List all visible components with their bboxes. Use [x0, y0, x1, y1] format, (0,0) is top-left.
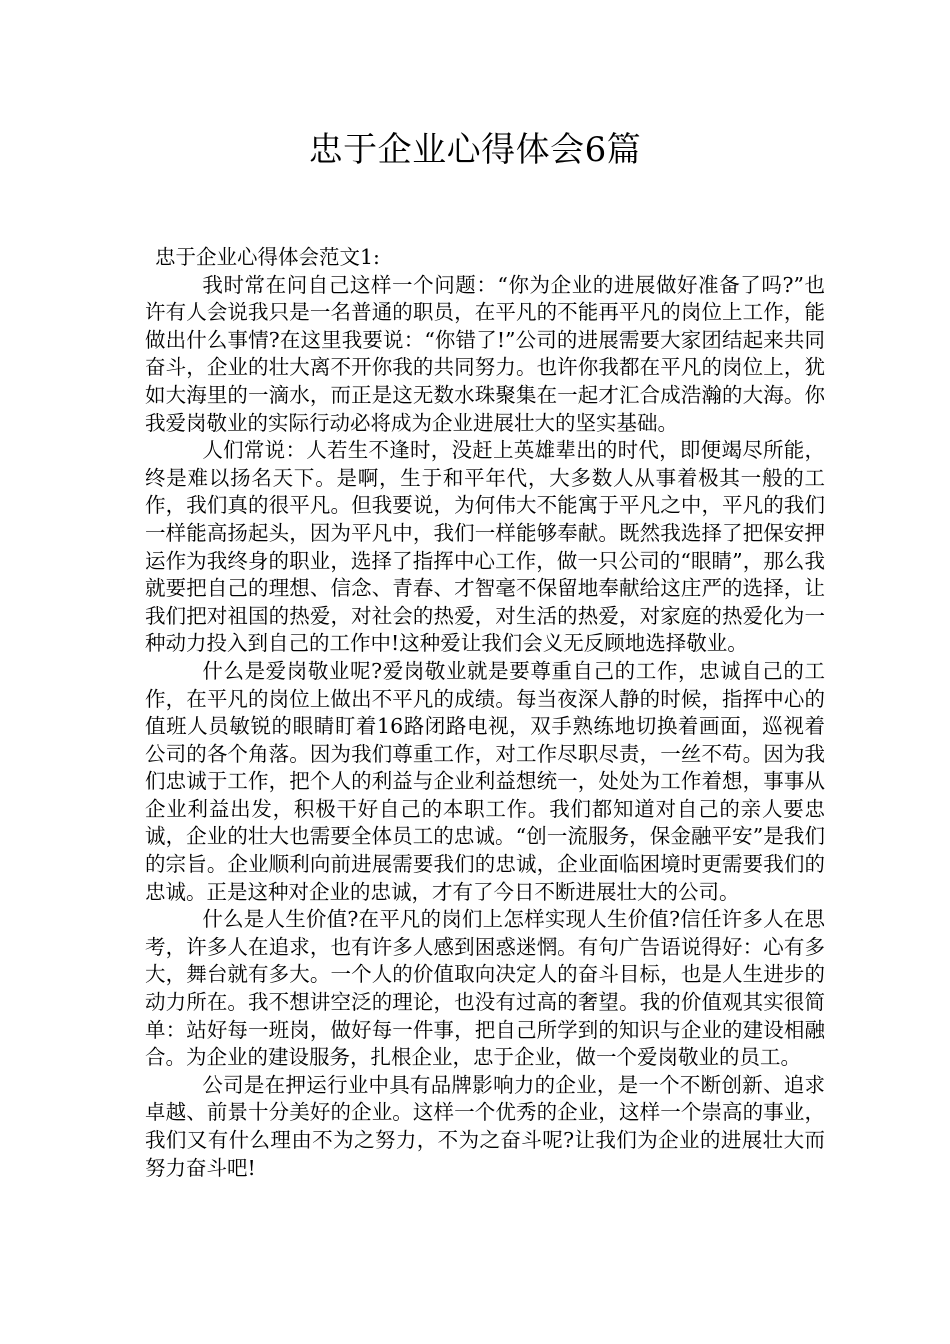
paragraph: 公司是在押运行业中具有品牌影响力的企业，是一个不断创新、追求卓越、前景十分美好的企业。这样一个优秀的企业，这样一个崇高的事业，我们又有什么理由不为之努力，不为之奋斗呢?让我们为企业的进展壮大而努力奋斗吧! — [145, 1072, 825, 1180]
paragraph: 什么是人生价值?在平凡的岗们上怎样实现人生价值?信任许多人在思考，许多人在追求，也有许多人感到困惑迷惘。有句广告语说得好：心有多大，舞台就有多大。一个人的价值取向决定人的奋斗目标，也是人生进步的动力所在。我不想讲空泛的理论，也没有过高的奢望。我的价值观其实很简单：站好每一班岗，做好每一件事，把自己所学到的知识与企业的建设相融合。为企业的建设服务，扎根企业，忠于企业，做一个爱岗敬业的员工。 — [145, 907, 825, 1070]
paragraph: 什么是爱岗敬业呢?爱岗敬业就是要尊重自己的工作，忠诚自己的工作，在平凡的岗位上做出不平凡的成绩。每当夜深人静的时候，指挥中心的值班人员敏锐的眼睛盯着16路闭路电视，双手熟练地切换着画面，巡视着公司的各个角落。因为我们尊重工作，对工作尽职尽责，一丝不苟。因为我们忠诚于工作，把个人的利益与企业利益想统一，处处为工作着想，事事从企业利益出发，积极干好自己的本职工作。我们都知道对自己的亲人要忠诚，企业的壮大也需要全体员工的忠诚。“创一流服务，保金融平安”是我们的宗旨。企业顺利向前进展需要我们的忠诚，企业面临困境时更需要我们的忠诚。正是这种对企业的忠诚，才有了今日不断进展壮大的公司。 — [145, 658, 825, 904]
section-subheading: 忠于企业心得体会范文1: — [155, 245, 380, 269]
paragraph: 人们常说：人若生不逢时，没赶上英雄辈出的时代，即便竭尽所能，终是难以扬名天下。是啊，生于和平年代，大多数人从事着极其一般的工作，我们真的很平凡。但我要说，为何伟大不能寓于平凡之中，平凡的我们一样能高扬起头，因为平凡中，我们一样能够奉献。既然我选择了把保安押运作为我终身的职业，选择了指挥中心工作，做一只公司的“眼睛”，那么我就要把自己的理想、信念、青春、才智毫不保留地奉献给这庄严的选择，让我们把对祖国的热爱，对社会的热爱，对生活的热爱，对家庭的热爱化为一种动力投入到自己的工作中!这种爱让我们会义无反顾地选择敬业。 — [145, 438, 825, 656]
document-body — [145, 244, 825, 1182]
paragraph: 我时常在问自己这样一个问题：“你为企业的进展做好准备了吗?”也许有人会说我只是一名普通的职员，在平凡的不能再平凡的岗位上工作，能做出什么事情?在这里我要说：“你错了!”公司的进展需要大家团结起来共同奋斗，企业的壮大离不开你我的共同努力。也许你我都在平凡的岗位上，犹如大海里的一滴水，而正是这无数水珠聚集在一起才汇合成浩瀚的大海。你我爱岗敬业的实际行动必将成为企业进展壮大的坚实基础。 — [145, 272, 825, 435]
document-title: 忠于企业心得体会6篇 — [308, 130, 642, 170]
